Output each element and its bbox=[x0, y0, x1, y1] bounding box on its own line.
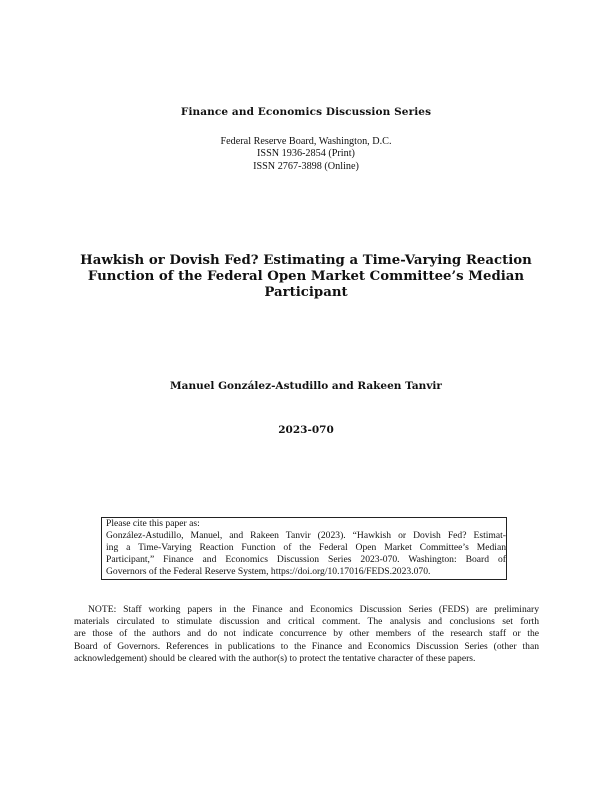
paper-title-line: Participant bbox=[264, 285, 348, 300]
publication-info bbox=[0, 136, 612, 173]
note-line: Board of Governors. References in publications to the Finance and Economics Discussion Series (other than bbox=[74, 640, 539, 652]
paper-number: 2023-070 bbox=[278, 424, 334, 436]
citation-line: ing a Time-Varying Reaction Function of the Federal Open Market Committee’s Median bbox=[106, 542, 506, 554]
paper-title bbox=[60, 253, 552, 301]
note-line: NOTE: Staff working papers in the Finance and Economics Discussion Series (FEDS) are preliminary bbox=[88, 604, 539, 615]
series-title: Finance and Economics Discussion Series bbox=[180, 106, 432, 118]
institution-line: Federal Reserve Board, Washington, D.C. bbox=[220, 136, 392, 147]
citation-line: González-Astudillo, Manuel, and Rakeen Tanvir (2023). “Hawkish or Dovish Fed? Estimat- bbox=[106, 530, 506, 542]
authors: Manuel González-Astudillo and Rakeen Tanvir bbox=[170, 380, 442, 392]
note-line: are those of the authors and do not indicate concurrence by other members of the research staff or the bbox=[74, 628, 539, 640]
note-line: acknowledgement) should be cleared with the author(s) to protect the tentative character of these papers. bbox=[74, 652, 476, 664]
citation-line: Participant,” Finance and Economics Discussion Series 2023-070. Washington: Board of bbox=[106, 554, 506, 566]
paper-title-line: Function of the Federal Open Market Committee’s Median bbox=[87, 269, 525, 284]
paper-title-line: Hawkish or Dovish Fed? Estimating a Time-Varying Reaction bbox=[80, 253, 532, 268]
issn-online-line: ISSN 2767-3898 (Online) bbox=[253, 160, 359, 172]
citation-line: Please cite this paper as: bbox=[106, 518, 200, 529]
note-line: materials circulated to stimulate discussion and critical comment. The analysis and conclusions set forth bbox=[74, 616, 539, 628]
disclaimer-note bbox=[74, 604, 539, 665]
citation-line: Governors of the Federal Reserve System, https://doi.org/10.17016/FEDS.2023.070. bbox=[106, 566, 431, 578]
issn-print-line: ISSN 1936-2854 (Print) bbox=[257, 148, 355, 160]
citation-box bbox=[101, 517, 507, 580]
